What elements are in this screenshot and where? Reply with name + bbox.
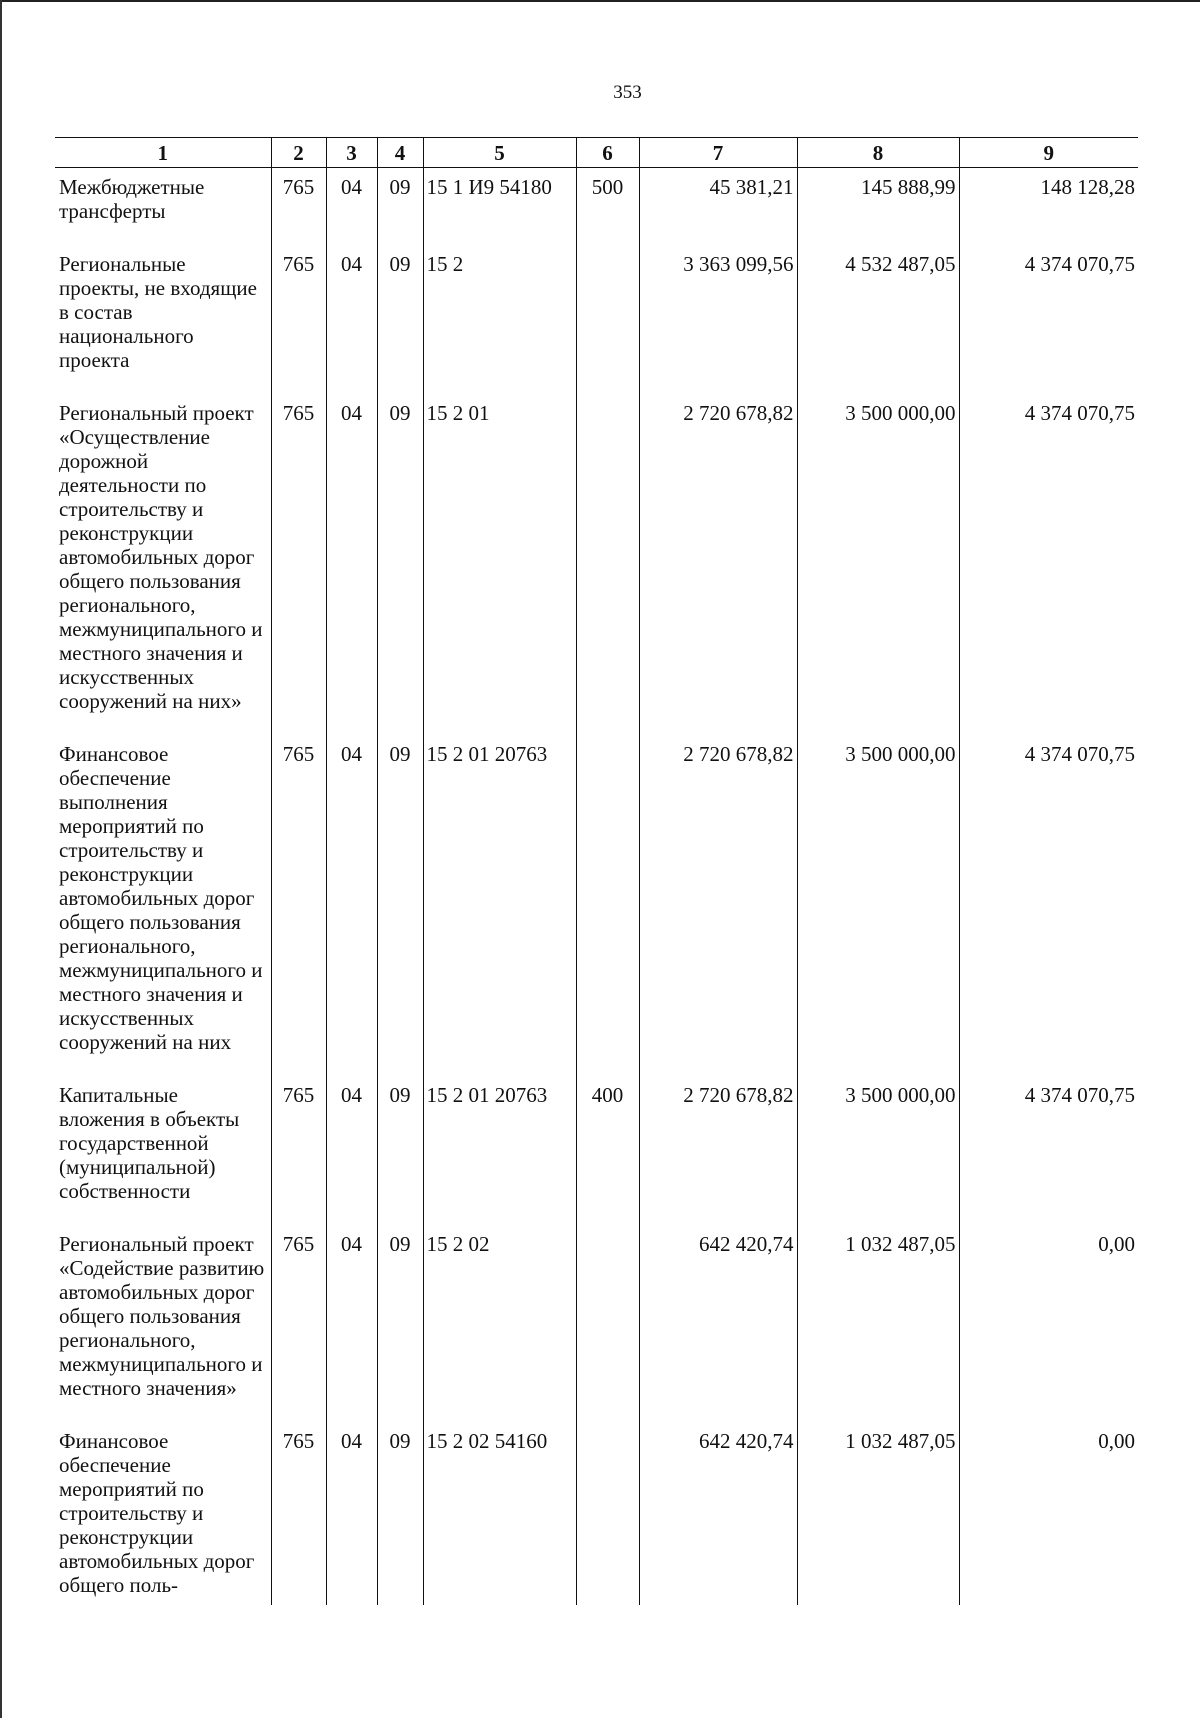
row-code-6: 400: [576, 1076, 639, 1225]
row-code-6: [576, 1422, 639, 1605]
budget-table: [55, 137, 1138, 1605]
row-code-3: 04: [326, 245, 377, 394]
header-col-2: 2: [271, 138, 326, 168]
row-code-3: 04: [326, 394, 377, 735]
row-amount-8: 3 500 000,00: [797, 394, 959, 735]
row-name: Региональные проекты, не входящие в состав национального проекта: [59, 252, 257, 372]
row-amount-9: 0,00: [959, 1422, 1138, 1605]
row-code-4: 09: [377, 1076, 423, 1225]
row-name: Межбюджетные трансферты: [59, 175, 205, 223]
row-amount-8: 3 500 000,00: [797, 1076, 959, 1225]
row-amount-8: 145 888,99: [797, 168, 959, 246]
table-row: [55, 394, 1138, 735]
row-name: Региональный проект «Осуществление дорожной деятельности по строительству и реконструкции автомобильных дорог общего пользования регионального, межмуниципального и местного значения и искусственных сооружений на них»: [59, 401, 263, 713]
page-number: 353: [613, 82, 642, 103]
row-code-6: [576, 394, 639, 735]
row-name: Региональный проект «Содействие развитию автомобильных дорог общего пользования регионального, межмуниципального и местного значения»: [59, 1232, 265, 1400]
row-amount-8: 4 532 487,05: [797, 245, 959, 394]
header-col-9: 9: [959, 138, 1138, 168]
row-code-4: 09: [377, 394, 423, 735]
row-code-6: [576, 245, 639, 394]
table-row: [55, 168, 1138, 246]
row-amount-9: 4 374 070,75: [959, 1076, 1138, 1225]
row-code-2: 765: [271, 1225, 326, 1422]
row-name: Финансовое обеспечение мероприятий по строительству и реконструкции автомобильных дорог общего поль-: [59, 1429, 255, 1597]
header-col-7: 7: [639, 138, 797, 168]
row-code-5: 15 2 01 20763: [423, 735, 576, 1076]
row-amount-9: 4 374 070,75: [959, 394, 1138, 735]
row-code-2: 765: [271, 168, 326, 246]
row-amount-7: 642 420,74: [639, 1422, 797, 1605]
row-name: Финансовое обеспечение выполнения мероприятий по строительству и реконструкции автомобильных дорог общего пользования регионального, межмуниципального и местного значения и искусственных сооружений на них: [59, 742, 263, 1054]
row-code-2: 765: [271, 245, 326, 394]
row-amount-7: 45 381,21: [639, 168, 797, 246]
row-code-3: 04: [326, 1422, 377, 1605]
row-code-2: 765: [271, 1422, 326, 1605]
row-amount-7: 2 720 678,82: [639, 1076, 797, 1225]
row-amount-9: 4 374 070,75: [959, 735, 1138, 1076]
row-name: Капитальные вложения в объекты государственной (муниципальной) собственности: [59, 1083, 240, 1203]
row-amount-9: 4 374 070,75: [959, 245, 1138, 394]
row-code-4: 09: [377, 245, 423, 394]
table-row: [55, 1225, 1138, 1422]
row-code-3: 04: [326, 1225, 377, 1422]
scan-edge-top: [0, 0, 1200, 2]
row-code-5: 15 2 02: [423, 1225, 576, 1422]
header-col-1: 1: [55, 138, 271, 168]
row-code-2: 765: [271, 1076, 326, 1225]
row-code-5: 15 2: [423, 245, 576, 394]
header-col-8: 8: [797, 138, 959, 168]
row-code-4: 09: [377, 168, 423, 246]
row-code-3: 04: [326, 1076, 377, 1225]
row-amount-7: 642 420,74: [639, 1225, 797, 1422]
row-code-5: 15 1 И9 54180: [423, 168, 576, 246]
row-code-5: 15 2 01 20763: [423, 1076, 576, 1225]
scan-edge-left: [0, 0, 2, 1718]
header-col-6: 6: [576, 138, 639, 168]
row-code-6: [576, 735, 639, 1076]
header-col-3: 3: [326, 138, 377, 168]
row-code-4: 09: [377, 1422, 423, 1605]
row-amount-8: 1 032 487,05: [797, 1225, 959, 1422]
row-amount-7: 2 720 678,82: [639, 394, 797, 735]
row-code-2: 765: [271, 394, 326, 735]
row-code-6: 500: [576, 168, 639, 246]
table-row: [55, 245, 1138, 394]
row-amount-8: 3 500 000,00: [797, 735, 959, 1076]
header-col-4: 4: [377, 138, 423, 168]
row-code-4: 09: [377, 1225, 423, 1422]
row-amount-7: 2 720 678,82: [639, 735, 797, 1076]
row-code-5: 15 2 01: [423, 394, 576, 735]
table-row: [55, 1422, 1138, 1605]
row-code-3: 04: [326, 168, 377, 246]
table-row: [55, 1076, 1138, 1225]
row-amount-7: 3 363 099,56: [639, 245, 797, 394]
row-amount-9: 148 128,28: [959, 168, 1138, 246]
row-code-6: [576, 1225, 639, 1422]
header-col-5: 5: [423, 138, 576, 168]
row-code-3: 04: [326, 735, 377, 1076]
table-row: [55, 735, 1138, 1076]
row-code-5: 15 2 02 54160: [423, 1422, 576, 1605]
row-code-4: 09: [377, 735, 423, 1076]
row-amount-9: 0,00: [959, 1225, 1138, 1422]
row-amount-8: 1 032 487,05: [797, 1422, 959, 1605]
row-code-2: 765: [271, 735, 326, 1076]
table-header-row: [55, 138, 1138, 168]
